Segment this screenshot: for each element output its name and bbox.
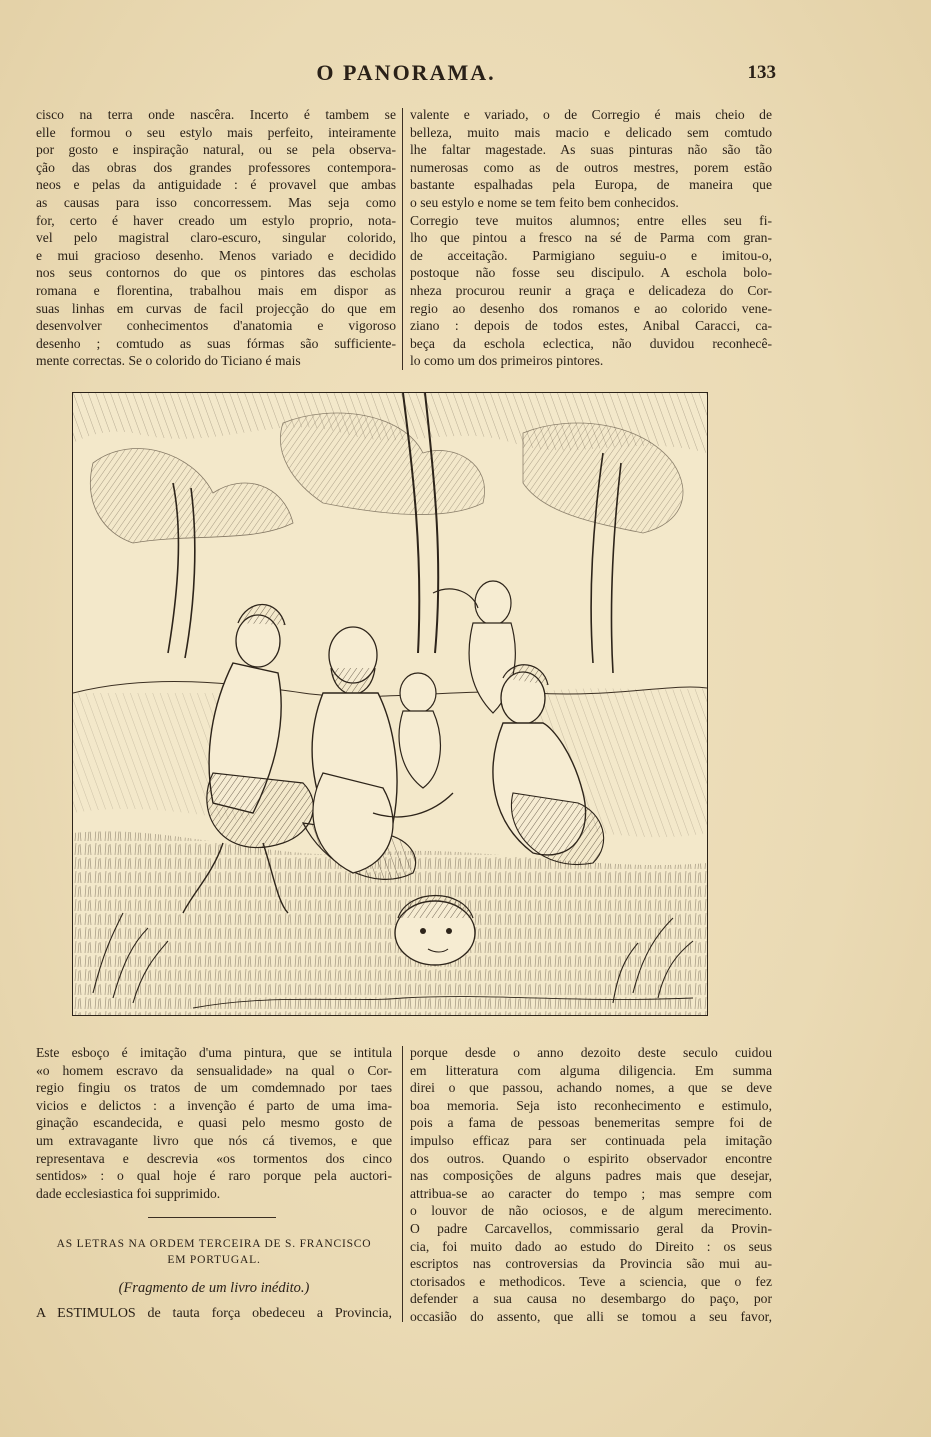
- bottom-left-column: [36, 1044, 392, 1202]
- text-line: ção das obras dos grandes professores contempora-: [36, 159, 396, 175]
- text-line: Corregio teve muitos alumnos; entre elles seu fi-: [410, 212, 772, 228]
- text-line: lo como um dos primeiros pintores.: [410, 353, 604, 369]
- running-head: [36, 60, 776, 88]
- text-line: ctorisados e methodicos. Teve a sciencia, que o fez: [410, 1273, 772, 1289]
- article-first-line: A ESTIMULOS de tauta força obedeceu a Provincia,: [36, 1306, 392, 1321]
- text-line: de acceitação. Parmigiano seguiu-o e imitou-o,: [410, 247, 772, 263]
- text-line: lho que pintou a fresco na sé de Parma com gran-: [410, 230, 772, 246]
- text-line: «o homem escravo da sensualidade» na qual o Cor-: [36, 1062, 392, 1078]
- article-heading-line2: EM PORTUGAL.: [167, 1254, 261, 1266]
- text-line: attribua-se ao caracter do tempo ; mas sempre com: [410, 1185, 772, 1201]
- article-heading-line1: AS LETRAS NA ORDEM TERCEIRA DE S. FRANCISCO: [56, 1238, 372, 1250]
- text-line: escriptos nas controversias da Provincia são mui au-: [410, 1256, 772, 1272]
- text-line: as causas para isso concorressem. Mas seja como: [36, 194, 396, 210]
- text-line: o seu estylo e nome se tem feito bem conhecidos.: [410, 194, 679, 210]
- text-line: beça da eschola eclectica, não duvidou reconhecê-: [410, 335, 772, 351]
- top-right-column: [410, 106, 772, 370]
- text-line: boa memoria. Seja isto reconhecimento e estimulo,: [410, 1097, 772, 1113]
- text-line: desenho ; comtudo as suas fórmas são sufficiente-: [36, 335, 396, 351]
- text-line: ziano : depois de todos estes, Anibal Caracci, ca-: [410, 318, 772, 334]
- text-line: numerosas como as de outros mestres, porem estão: [410, 159, 772, 175]
- text-line: impulso efficaz para ser continuada pela imitação: [410, 1132, 772, 1148]
- text-line: sentidos» : o qual hoje é raro porque pela auctori-: [36, 1168, 392, 1184]
- text-line: lhe faltar magestade. As suas pinturas não são tão: [410, 142, 772, 158]
- text-line: belleza, muito mais macio e delicado sem comtudo: [410, 124, 772, 140]
- text-line: dos outros. Quando o espirito observador encontre: [410, 1150, 772, 1166]
- text-line: vicios e delictos : a invenção é parto de uma ima-: [36, 1097, 392, 1113]
- text-line: occasião do assento, que alli se tomou a seu favor,: [410, 1308, 772, 1324]
- text-line: elle formou o seu estylo mais perfeito, inteiramente: [36, 124, 396, 140]
- text-line: e mui gracioso desenho. Menos variado e decidido: [36, 247, 396, 263]
- top-left-column: [36, 106, 396, 370]
- text-line: nos seus contornos do que os pintores das escholas: [36, 265, 396, 281]
- text-line: pois a fama de pessoas benemeritas sempre foi de: [410, 1115, 772, 1131]
- text-line: cia, foi muito dado ao estudo do Direito : os seus: [410, 1238, 772, 1254]
- text-line: cisco na terra onde nascêra. Incerto é tambem se: [36, 107, 396, 122]
- text-line: neos e pelas da antiguidade : é provavel que ambas: [36, 177, 396, 193]
- column-rule-top: [402, 108, 403, 370]
- text-line: mente correctas. Se o colorido do Ticiano é mais: [36, 353, 301, 369]
- article-separator: [148, 1217, 276, 1218]
- text-line: defender a sua causa no desembargo do paço, por: [410, 1291, 772, 1307]
- text-line: representava e descrevia «os tormentos dos cinco: [36, 1150, 392, 1166]
- bottom-right-column: [410, 1044, 772, 1326]
- text-line: regio fingiu os tratos de um comdemnado por taes: [36, 1080, 392, 1096]
- text-line: O padre Carcavellos, commissario geral da Provin-: [410, 1220, 772, 1236]
- text-line: o louvor de não ociosos, e de algum merecimento.: [410, 1203, 772, 1219]
- column-rule-bottom: [402, 1046, 403, 1322]
- text-line: regio ao desenho dos romanos e ao colorido vene-: [410, 300, 772, 316]
- text-line: direi o que passou, achando nomes, a que se deve: [410, 1080, 772, 1096]
- article-subtitle: (Fragmento de um livro inédito.): [118, 1280, 310, 1296]
- text-line: suas linhas em curvas de facil projecção do que em: [36, 300, 396, 316]
- text-line: ginação escandecida, e quasi pelo mesmo gosto de: [36, 1115, 392, 1131]
- engraving-drawing: [73, 393, 707, 1015]
- text-line: vel pelo magistral claro-escuro, singular colorido,: [36, 230, 396, 246]
- text-line: em litteratura com alguma diligencia. Em summa: [410, 1062, 772, 1078]
- text-line: for, certo é haver creado um estylo proprio, nota-: [36, 212, 396, 228]
- article-heading: [36, 1236, 392, 1268]
- text-line: porque desde o anno dezoito deste seculo cuidou: [410, 1045, 772, 1060]
- text-line: desenvolver conhecimentos d'anatomia e vigoroso: [36, 318, 396, 334]
- text-line: romana e florentina, trabalhou mais em dispor as: [36, 282, 396, 298]
- text-line: Este esboço é imitação d'uma pintura, que se intitula: [36, 1045, 392, 1060]
- text-line: nas composições de alguns padres mais que desejar,: [410, 1168, 772, 1184]
- text-line: bastante espalhadas pela Europa, de maneira que: [410, 177, 772, 193]
- text-line: postoque não fosse seu discipulo. A eschola bolo-: [410, 265, 772, 281]
- text-line: por gosto e inspiração natural, ou se pela observa-: [36, 142, 396, 158]
- text-line: um extravagante livro que nós cá tivemos, e que: [36, 1132, 392, 1148]
- engraving-illustration: [72, 392, 708, 1016]
- text-line: nheza procurou reunir a graça e delicadeza do Cor-: [410, 282, 772, 298]
- journal-title: O PANORAMA.: [316, 60, 496, 85]
- text-line: valente e variado, o de Corregio é mais cheio de: [410, 107, 772, 122]
- text-line: dade ecclesiastica foi supprimido.: [36, 1185, 221, 1201]
- page-number: 133: [747, 62, 776, 83]
